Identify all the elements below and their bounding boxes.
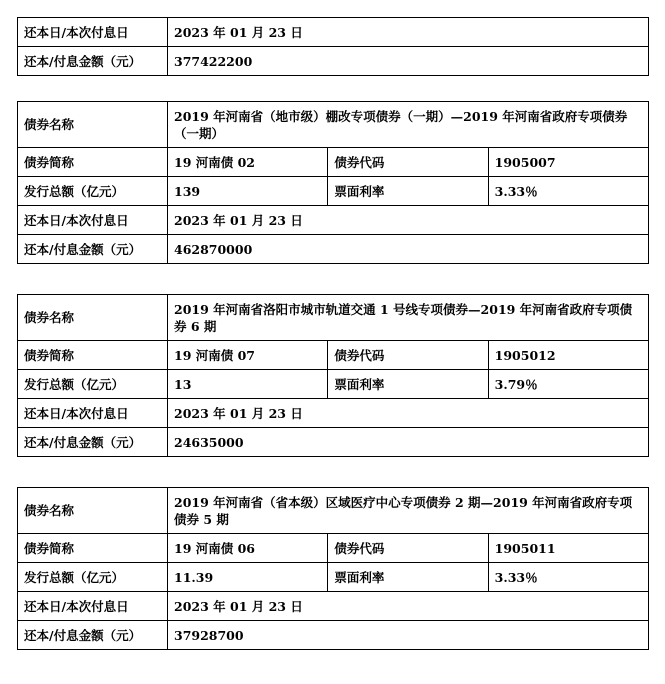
date-label: 还本日/本次付息日 — [18, 206, 168, 235]
date-value: 2023 年 01 月 23 日 — [168, 18, 649, 47]
bond-code-value: 1905012 — [488, 341, 648, 370]
issue-amount-label: 发行总额（亿元） — [18, 563, 168, 592]
bond-table-3 — [17, 487, 649, 650]
bond-name-label: 债券名称 — [18, 295, 168, 341]
date-label: 还本日/本次付息日 — [18, 18, 168, 47]
date-value: 2023 年 01 月 23 日 — [168, 592, 649, 621]
bond-name-label: 债券名称 — [18, 488, 168, 534]
date-label: 还本日/本次付息日 — [18, 592, 168, 621]
issue-amount-value: 11.39 — [168, 563, 328, 592]
date-value: 2023 年 01 月 23 日 — [168, 206, 649, 235]
coupon-rate-value: 3.33％ — [488, 177, 648, 206]
issue-amount-label: 发行总额（亿元） — [18, 370, 168, 399]
bond-short-label: 债券简称 — [18, 148, 168, 177]
amount-label: 还本/付息金额（元） — [18, 428, 168, 457]
bond-code-label: 债券代码 — [328, 341, 488, 370]
bond-code-label: 债券代码 — [328, 148, 488, 177]
issue-amount-value: 13 — [168, 370, 328, 399]
amount-value: 377422200 — [168, 47, 649, 76]
coupon-rate-label: 票面利率 — [328, 563, 488, 592]
amount-label: 还本/付息金额（元） — [18, 47, 168, 76]
amount-label: 还本/付息金额（元） — [18, 621, 168, 650]
amount-value: 24635000 — [168, 428, 649, 457]
date-label: 还本日/本次付息日 — [18, 399, 168, 428]
issue-amount-label: 发行总额（亿元） — [18, 177, 168, 206]
date-value: 2023 年 01 月 23 日 — [168, 399, 649, 428]
bond-name-value: 2019 年河南省（地市级）棚改专项债券（一期）—2019 年河南省政府专项债券（一期） — [168, 102, 649, 148]
repayment-table-top — [17, 17, 649, 76]
bond-code-label: 债券代码 — [328, 534, 488, 563]
coupon-rate-value: 3.33％ — [488, 563, 648, 592]
bond-short-label: 债券简称 — [18, 341, 168, 370]
coupon-rate-label: 票面利率 — [328, 370, 488, 399]
issue-amount-value: 139 — [168, 177, 328, 206]
bond-short-value: 19 河南债 02 — [168, 148, 328, 177]
coupon-rate-label: 票面利率 — [328, 177, 488, 206]
amount-value: 37928700 — [168, 621, 649, 650]
bond-table-2 — [17, 294, 649, 457]
bond-code-value: 1905007 — [488, 148, 648, 177]
bond-short-label: 债券简称 — [18, 534, 168, 563]
bond-short-value: 19 河南债 06 — [168, 534, 328, 563]
bond-name-value: 2019 年河南省（省本级）区域医疗中心专项债券 2 期—2019 年河南省政府专项债券 5 期 — [168, 488, 649, 534]
amount-label: 还本/付息金额（元） — [18, 235, 168, 264]
bond-table-1 — [17, 101, 649, 264]
bond-short-value: 19 河南债 07 — [168, 341, 328, 370]
amount-value: 462870000 — [168, 235, 649, 264]
bond-name-label: 债券名称 — [18, 102, 168, 148]
bond-code-value: 1905011 — [488, 534, 648, 563]
bond-name-value: 2019 年河南省洛阳市城市轨道交通 1 号线专项债券—2019 年河南省政府专项债券 6 期 — [168, 295, 649, 341]
coupon-rate-value: 3.79％ — [488, 370, 648, 399]
